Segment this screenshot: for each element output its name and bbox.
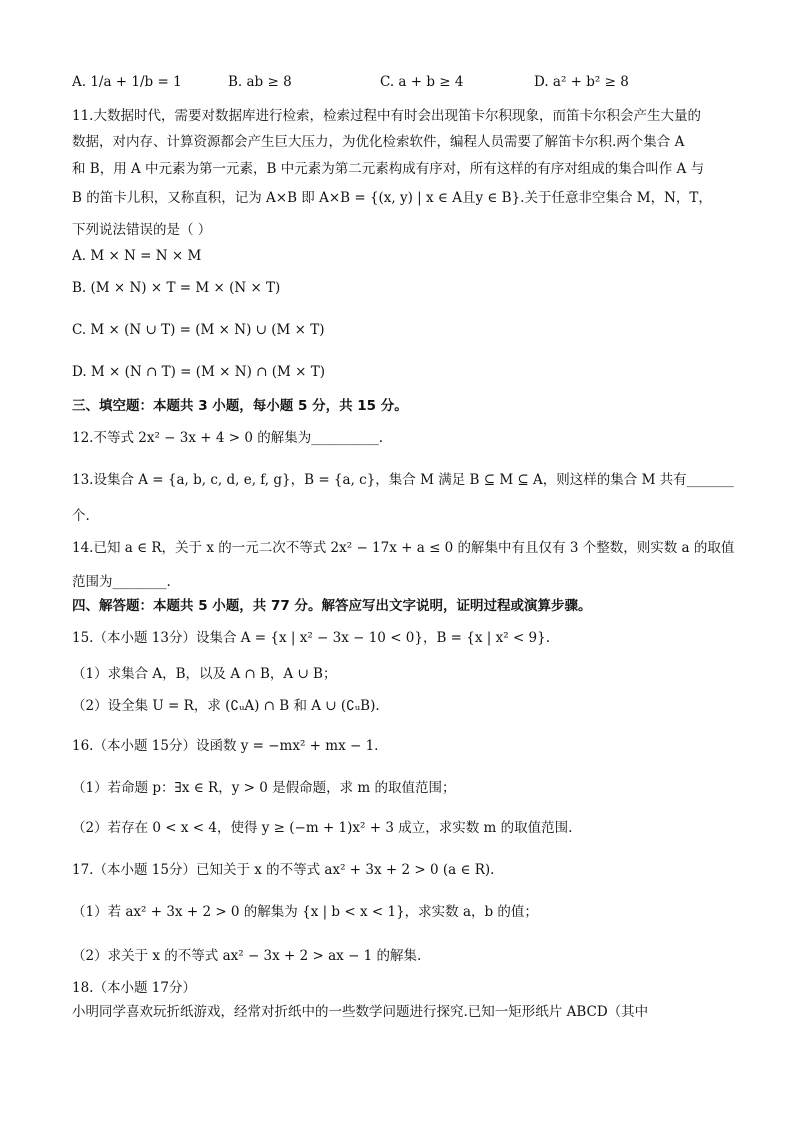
q13-text-line-1: 13.设集合 A = {a, b, c, d, e, f, g}，B = {a, c}，集合 M 满足 B ⊆ M ⊆ A，则这样的集合 M 共有_______ — [72, 472, 734, 488]
q10-option-c: C. a + b ≥ 4 — [380, 74, 464, 90]
q16-stem: 16.（本小题 15分）设函数 y = −mx² + mx − 1. — [72, 738, 379, 754]
q11-text-line-1: 11.大数据时代，需要对数据库进行检索，检索过程中有时会出现笛卡尔积现象，而笛卡尔积会产生大量的 — [72, 108, 701, 124]
q13-text-line-2: 个. — [72, 508, 90, 524]
q15-part-1: （1）求集合 A，B，以及 A ∩ B，A ∪ B； — [72, 666, 337, 682]
q15-stem: 15.（本小题 13分）设集合 A = {x | x² − 3x − 10 < 0}，B = {x | x² < 9}. — [72, 630, 551, 646]
q14-text-line-2: 范围为________. — [72, 574, 171, 590]
section-4-heading: 四、解答题：本题共 5 小题，共 77 分。解答应写出文字说明，证明过程或演算步骤。 — [72, 598, 592, 614]
q11-option-b: B. (M × N) × T = M × (N × T) — [72, 280, 281, 296]
q10-option-d: D. a² + b² ≥ 8 — [534, 74, 629, 90]
q11-option-c: C. M × (N ∪ T) = (M × N) ∪ (M × T) — [72, 322, 325, 338]
q16-part-1: （1）若命题 p：∃x ∈ R，y > 0 是假命题，求 m 的取值范围； — [72, 780, 456, 796]
q15-part-2: （2）设全集 U = R，求 (∁ᵤA) ∩ B 和 A ∪ (∁ᵤB). — [72, 698, 380, 714]
q11-text-line-3: 和 B，用 A 中元素为第一元素，B 中元素为第二元素构成有序对，所有这样的有序对组成的集合叫作 A 与 — [72, 161, 705, 177]
q10-option-b: B. ab ≥ 8 — [228, 74, 292, 90]
q17-part-1: （1）若 ax² + 3x + 2 > 0 的解集为 {x | b < x < 1}，求实数 a，b 的值； — [72, 904, 538, 920]
q11-text-line-4: B 的笛卡儿积，又称直积，记为 A×B 即 A×B = {(x, y) | x ∈ A且y ∈ B}.关于任意非空集合 M，N，T， — [72, 190, 712, 206]
q11-option-d: D. M × (N ∩ T) = (M × N) ∩ (M × T) — [72, 364, 325, 380]
q18-text-line-1: 小明同学喜欢玩折纸游戏，经常对折纸中的一些数学问题进行探究.已知一矩形纸片 ABCD（其中 — [72, 1004, 649, 1020]
q18-stem: 18.（本小题 17分） — [72, 980, 196, 996]
q17-part-2: （2）求关于 x 的不等式 ax² − 3x + 2 > ax − 1 的解集. — [72, 948, 422, 964]
q11-text-line-5: 下列说法错误的是（ ） — [72, 222, 212, 238]
q10-option-a: A. 1/a + 1/b = 1 — [72, 74, 182, 90]
section-3-heading: 三、填空题：本题共 3 小题，每小题 5 分，共 15 分。 — [72, 398, 408, 414]
q17-stem: 17.（本小题 15分）已知关于 x 的不等式 ax² + 3x + 2 > 0 (a ∈ R). — [72, 862, 495, 878]
q12-text: 12.不等式 2x² − 3x + 4 > 0 的解集为__________. — [72, 430, 384, 446]
q14-text-line-1: 14.已知 a ∈ R，关于 x 的一元二次不等式 2x² − 17x + a ≤ 0 的解集中有且仅有 3 个整数，则实数 a 的取值 — [72, 540, 735, 556]
q11-option-a: A. M × N = N × M — [72, 248, 202, 264]
q16-part-2: （2）若存在 0 < x < 4，使得 y ≥ (−m + 1)x² + 3 成立，求实数 m 的取值范围. — [72, 820, 573, 836]
q11-text-line-2: 数据，对内存、计算资源都会产生巨大压力，为优化检索软件，编程人员需要了解笛卡尔积.两个集合 A — [72, 134, 685, 150]
